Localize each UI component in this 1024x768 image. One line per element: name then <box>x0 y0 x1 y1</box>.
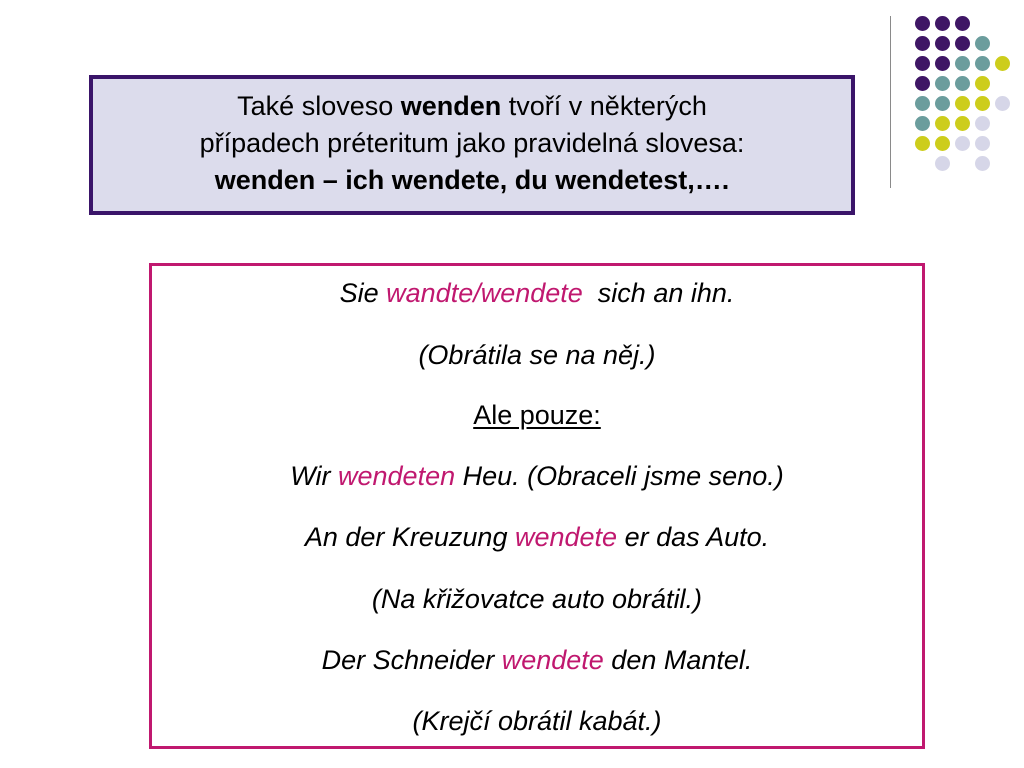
translation-3: (Na křižovatce auto obrátil.) <box>371 584 703 614</box>
title-keyword: wenden <box>400 91 502 121</box>
dot-icon <box>975 96 990 111</box>
highlighted-verb: wandte/wendete <box>386 278 583 308</box>
highlighted-verb: wendeten <box>338 461 456 491</box>
dot-icon <box>955 96 970 111</box>
title-box <box>89 75 855 215</box>
dot-icon <box>915 136 930 151</box>
translation-1: (Obrátila se na něj.) <box>418 340 656 370</box>
dot-icon <box>935 156 950 171</box>
dot-icon <box>975 156 990 171</box>
dot-icon <box>955 16 970 31</box>
vertical-divider <box>890 16 891 188</box>
dot-icon <box>915 56 930 71</box>
dot-icon <box>935 36 950 51</box>
dot-icon <box>975 136 990 151</box>
dot-icon <box>915 96 930 111</box>
dot-icon <box>935 56 950 71</box>
example-sentence-3 <box>152 522 922 553</box>
dot-icon <box>915 36 930 51</box>
dot-icon <box>955 76 970 91</box>
title-conjugation: wenden – ich wendete, du wendetest,…. <box>214 165 730 195</box>
dot-icon <box>995 56 1010 71</box>
dot-icon <box>935 16 950 31</box>
title-text: Také sloveso <box>237 91 401 121</box>
dot-icon <box>955 56 970 71</box>
decorative-dot-grid <box>905 12 1015 167</box>
examples-box <box>149 263 925 749</box>
title-text: tvoří v některých <box>501 91 707 121</box>
dot-icon <box>935 136 950 151</box>
highlighted-verb: wendete <box>501 645 604 675</box>
dot-icon <box>955 136 970 151</box>
example-sentence-4 <box>152 645 922 676</box>
title-line-3 <box>93 162 851 199</box>
example-sentence-1 <box>152 278 922 309</box>
dot-icon <box>915 76 930 91</box>
sentence-text: Sie <box>339 278 387 308</box>
dot-icon <box>975 76 990 91</box>
highlighted-verb: wendete <box>514 522 618 552</box>
title-line-1 <box>93 88 851 125</box>
dot-icon <box>915 16 930 31</box>
dot-icon <box>955 116 970 131</box>
dot-icon <box>935 76 950 91</box>
dot-icon <box>975 116 990 131</box>
translation-4: (Krejčí obrátil kabát.) <box>412 706 662 736</box>
sentence-text: sich an ihn. <box>582 278 735 308</box>
title-line-2: případech préteritum jako pravidelná slovesa: <box>199 128 745 158</box>
example-sentence-2 <box>152 461 922 492</box>
dot-icon <box>975 56 990 71</box>
underlined-label: Ale pouze: <box>473 400 601 430</box>
dot-icon <box>915 116 930 131</box>
dot-icon <box>935 116 950 131</box>
sentence-text: er das Auto. <box>617 522 770 552</box>
sentence-text: den Mantel. <box>603 645 753 675</box>
sentence-text: An der Kreuzung <box>304 522 515 552</box>
ale-pouze-label <box>152 400 922 431</box>
sentence-text: Wir <box>290 461 338 491</box>
sentence-text: Heu. (Obraceli jsme seno.) <box>455 461 784 491</box>
sentence-text: Der Schneider <box>321 645 502 675</box>
dot-icon <box>995 96 1010 111</box>
dot-icon <box>975 36 990 51</box>
dot-icon <box>935 96 950 111</box>
dot-icon <box>955 36 970 51</box>
